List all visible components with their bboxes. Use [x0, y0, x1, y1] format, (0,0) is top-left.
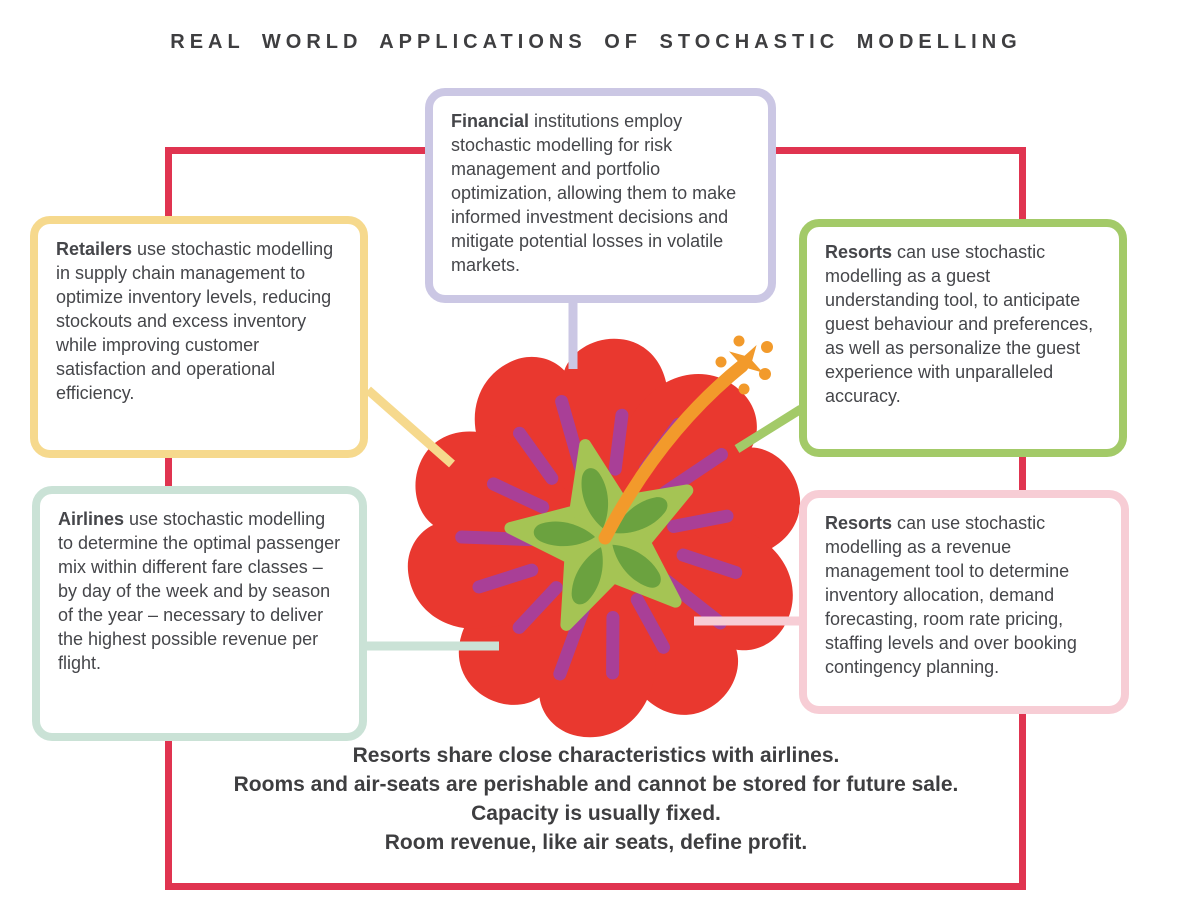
callout-retailers-text [56, 237, 342, 405]
callout-resorts-revenue-lead: Resorts [825, 513, 893, 533]
callout-airlines-body: use stochastic modelling to determine the optimal passenger mix within different fare classes – by day of the week and by season of the year – necessary to deliver the highest possible revenue per flight. [58, 509, 341, 673]
page-title: REAL WORLD APPLICATIONS OF STOCHASTIC MODELLING [170, 31, 1022, 53]
callout-resorts-revenue-text [825, 511, 1103, 679]
callout-financial-lead: Financial [451, 111, 530, 131]
callout-retailers-lead: Retailers [56, 239, 133, 259]
footer-line: Room revenue, like air seats, define profit. [384, 831, 808, 854]
footer-notes [0, 741, 1192, 857]
callout-resorts-guest-text [825, 240, 1101, 408]
callout-airlines [32, 486, 367, 741]
callout-financial-body: institutions employ stochastic modelling for risk management and portfolio optimization, allowing them to make informed investment decisions and mitigate potential losses in volatile markets. [451, 111, 737, 275]
footer-line: Capacity is usually fixed. [471, 802, 721, 825]
callout-airlines-lead: Airlines [58, 509, 125, 529]
footer-line: Resorts share close characteristics with airlines. [352, 744, 840, 767]
callout-financial [425, 88, 776, 303]
callout-resorts-revenue-body: can use stochastic modelling as a revenue management tool to determine inventory allocation, demand forecasting, room rate pricing, staffing levels and over booking contingency planning. [825, 513, 1077, 677]
callout-resorts-guest [799, 219, 1127, 457]
callout-retailers-body: use stochastic modelling in supply chain management to optimize inventory levels, reducing stockouts and excess inventory while improving customer satisfaction and operational efficiency. [56, 239, 334, 403]
connector-retailers [368, 390, 452, 464]
callout-resorts-guest-lead: Resorts [825, 242, 893, 262]
callout-resorts-revenue [799, 490, 1129, 714]
callout-airlines-text [58, 507, 341, 675]
callout-resorts-guest-body: can use stochastic modelling as a guest understanding tool, to anticipate guest behaviour and preferences, as well as personalize the guest experience with unparalleled accuracy. [825, 242, 1094, 406]
callout-retailers [30, 216, 368, 458]
callout-financial-text [451, 109, 750, 277]
footer-line: Rooms and air-seats are perishable and cannot be stored for future sale. [233, 773, 959, 796]
